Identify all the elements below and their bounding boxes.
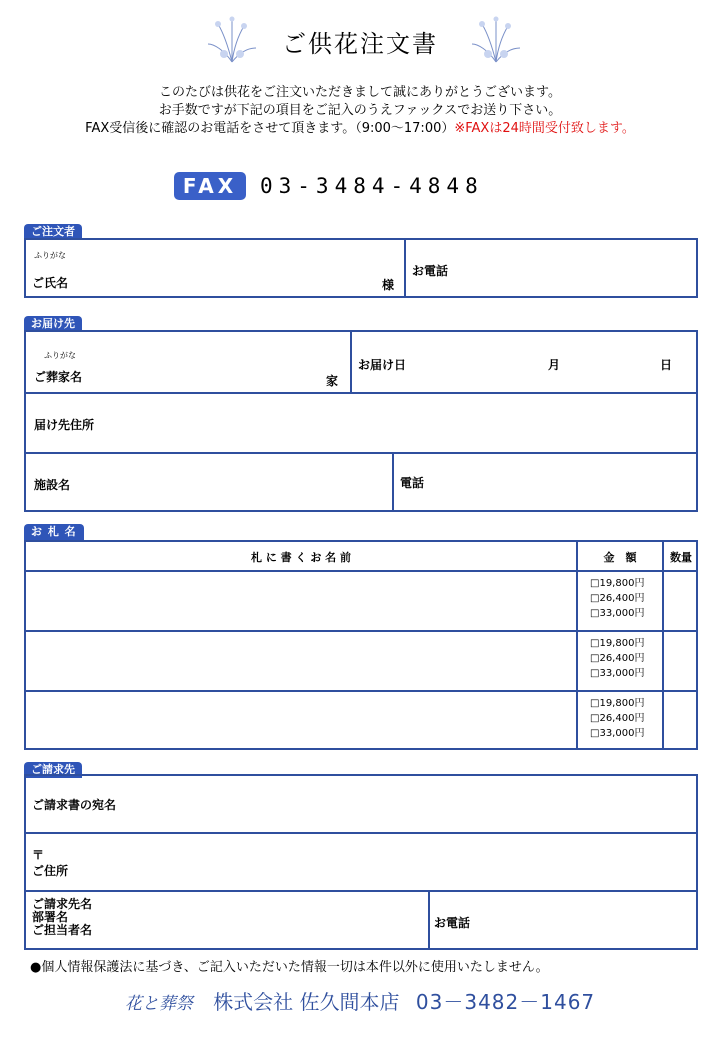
company-name: 株式会社 佐久間本店 [213,990,400,1014]
divider [404,240,406,296]
billing-phone-label: お電話 [434,916,471,930]
col-name-header: 札 に 書 く お 名 前 [251,551,351,564]
delivery-month-label: 月 [548,358,561,372]
divider [392,452,394,510]
divider [350,332,352,392]
orderer-tag: ご注文者 [24,224,82,240]
orderer-name-label: ご氏名 [32,276,69,290]
facility-phone-label: 電話 [400,476,425,490]
orderer-name-suffix: 様 [382,278,395,292]
privacy-note: ●個人情報保護法に基づき、ご記入いただいた情報一切は本件以外に使用いたしません。 [30,960,549,975]
divider [662,542,664,748]
divider [26,630,696,632]
fax-number: 03-3484-4848 [260,174,484,198]
fax-badge: FAX [174,172,246,200]
delivery-box [24,330,698,512]
price-options [590,576,644,621]
person-in-charge-label: ご担当者名 [32,923,93,937]
price-option-checkbox[interactable]: □ 26,400円 [590,651,644,666]
divider [428,890,430,948]
price-option-checkbox[interactable]: □ 19,800円 [590,696,644,711]
flower-ornament-icon [468,14,524,66]
delivery-furigana-label: ふりがな [44,351,76,360]
intro-line: お手数ですが下記の項目をご記入のうえファックスでお送り下さい。 [158,103,562,118]
delivery-section [24,316,698,514]
intro-line [0,120,720,138]
footer [0,986,720,1015]
department-label: 部署名 [32,910,69,924]
divider [26,452,696,454]
billing-section [24,762,698,950]
cards-section [24,524,698,752]
price-option-checkbox[interactable]: □ 19,800円 [590,576,644,591]
intro-line: このたびは供花をご注文いただきまして誠にありがとうございます。 [159,85,561,100]
divider [26,570,696,572]
price-option-checkbox[interactable]: □ 33,000円 [590,666,644,681]
divider [26,890,696,892]
intro-hours: FAX受信後に確認のお電話をさせて頂きます。（9:00～17:00） [85,121,455,136]
intro-24h-note: ※FAXは24時間受付致します。 [454,121,635,136]
page-title: ご供花注文書 [282,30,438,58]
divider [26,392,696,394]
billing-tag: ご請求先 [24,762,82,778]
family-name-label: ご葬家名 [34,370,83,384]
price-option-checkbox[interactable]: □ 33,000円 [590,726,644,741]
cards-tag: お 札 名 [24,524,84,540]
orderer-section [24,224,698,298]
col-price-header: 金 額 [603,551,637,564]
family-suffix: 家 [326,374,339,388]
orderer-box [24,238,698,298]
price-option-checkbox[interactable]: □ 33,000円 [590,606,644,621]
delivery-tag: お届け先 [24,316,82,332]
facility-name-label: 施設名 [34,478,71,492]
billing-addressee-label: ご請求書の宛名 [32,798,117,812]
postal-mark: 〒 [32,848,45,862]
billing-address-label: ご住所 [32,864,69,878]
col-qty-header: 数量 [670,551,692,564]
divider [26,832,696,834]
brand-logo: 花と葬祭 [124,994,193,1014]
delivery-day-label: 日 [660,358,673,372]
price-option-checkbox[interactable]: □ 19,800円 [590,636,644,651]
billing-contact-labels [32,898,92,937]
price-options [590,696,644,741]
header [0,14,720,66]
delivery-address-label: 届け先住所 [34,418,95,432]
cards-table [24,540,698,750]
delivery-date-label: お届け日 [358,358,407,372]
orderer-phone-label: お電話 [412,264,449,278]
price-option-checkbox[interactable]: □ 26,400円 [590,711,644,726]
intro-text [0,84,720,138]
company-phone: 03－3482－1467 [415,990,596,1014]
billing-name-label: ご請求先名 [32,897,93,911]
divider [576,542,578,748]
divider [26,690,696,692]
price-option-checkbox[interactable]: □ 26,400円 [590,591,644,606]
orderer-furigana-label: ふりがな [34,251,66,260]
billing-box [24,774,698,950]
price-options [590,636,644,681]
